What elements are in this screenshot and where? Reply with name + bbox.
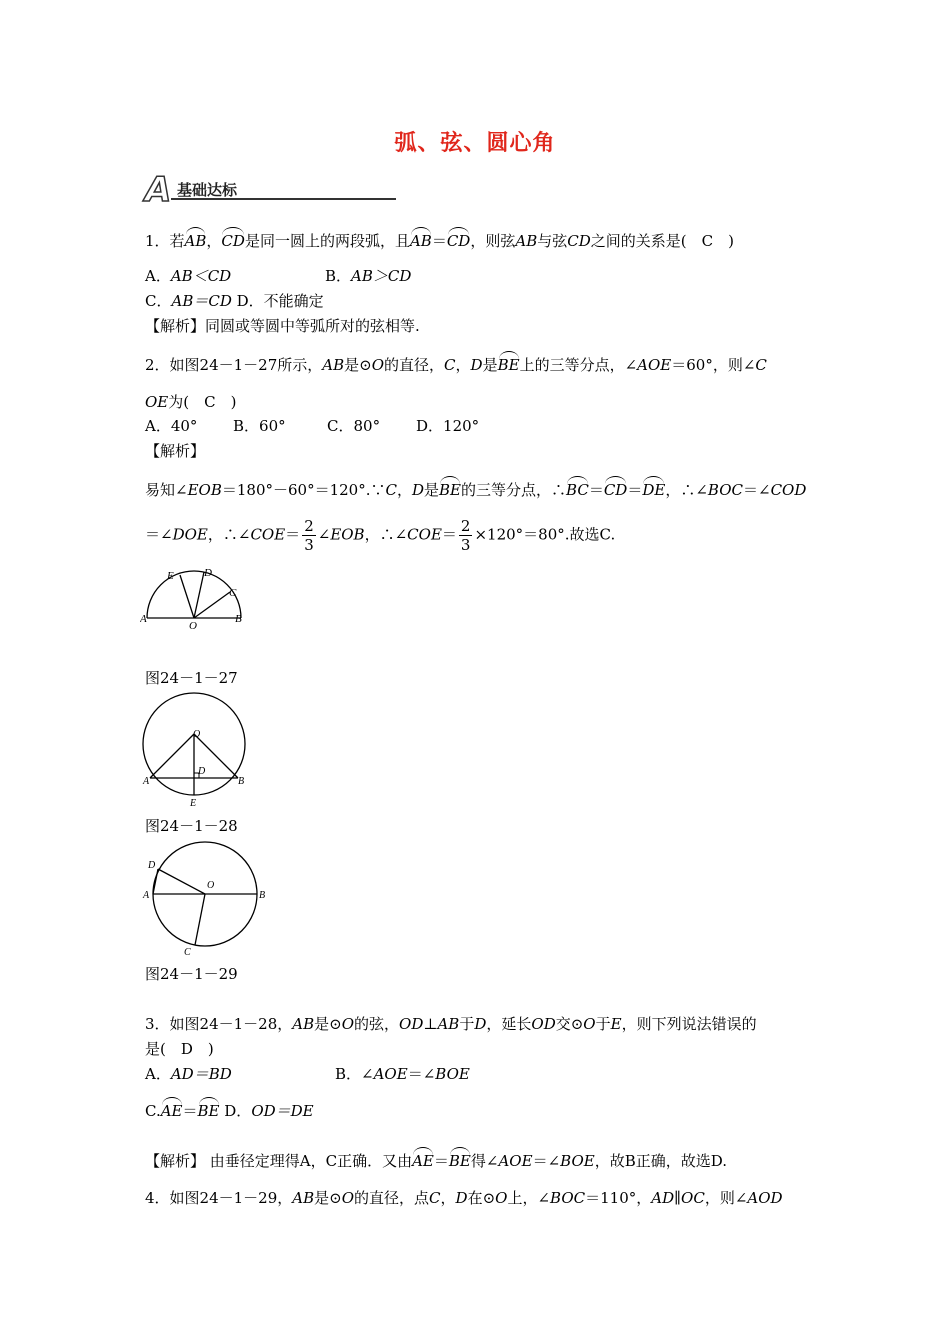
- caption-fig-27: 图24－1－27: [145, 669, 238, 687]
- q1-option-a: A．AB＜CD: [145, 267, 232, 285]
- q2-option-c: C．80°: [327, 417, 381, 435]
- label-d: D: [148, 860, 156, 871]
- figure-24-1-28: [140, 690, 250, 812]
- figure-24-1-29: [140, 838, 270, 960]
- q3-options-row1: [145, 1064, 470, 1084]
- q2-analysis-head: 【解析】: [145, 442, 206, 460]
- q1-option-c: C．AB＝CD: [145, 292, 232, 310]
- chord-ad: [153, 869, 158, 894]
- section-badge-label: 基础达标: [177, 181, 238, 199]
- figure-24-1-27: [140, 562, 250, 634]
- q2-options: [145, 416, 479, 436]
- q3-option-a: A．AD＝BD: [145, 1065, 232, 1083]
- label-o: O: [189, 620, 197, 632]
- q1-option-b: B．AB＞CD: [325, 267, 412, 285]
- q1-option-d: D．不能确定: [231, 292, 324, 310]
- fraction-two-thirds: $\frac{2}{3}$: [304, 517, 314, 554]
- q3-stem: 3．如图24－1－28，AB是⊙O的弦，OD⊥AB于D，延长OD交⊙O于E，则下列说法错误的: [145, 1015, 757, 1033]
- label-e: E: [190, 798, 197, 809]
- q2-option-b: B．60°: [233, 417, 286, 435]
- q3-analysis: 【解析】 由垂径定理得A，C正确．又由AE＝BE得∠AOE＝∠BOE，故B正确，故选D.: [145, 1152, 727, 1170]
- q3-stem-line2: 是( D ): [145, 1040, 214, 1058]
- section-badge-underline: [171, 198, 396, 200]
- radius-oc: [195, 894, 205, 945]
- label-a: A: [143, 890, 150, 901]
- label-o: O: [207, 880, 215, 891]
- caption-fig-29: 图24－1－29: [145, 965, 238, 983]
- q1-options-row2: [145, 291, 324, 311]
- label-b: B: [238, 776, 245, 787]
- label-e: E: [167, 570, 174, 582]
- q4-stem: 4．如图24－1－29，AB是⊙O的直径，点C，D在⊙O上，∠BOC＝110°，AD∥OC，则∠AOD: [145, 1189, 783, 1207]
- section-badge-letter: A: [145, 170, 172, 210]
- label-c: C: [229, 587, 237, 599]
- q3-option-d: D．OD＝DE: [219, 1102, 314, 1120]
- label-d: D: [204, 567, 212, 579]
- radius-od: [158, 869, 205, 894]
- label-b: B: [259, 890, 266, 901]
- label-c: C: [184, 947, 191, 958]
- q2-stem-line2: OE为( C ): [145, 393, 237, 411]
- label-d: D: [198, 766, 206, 777]
- radius-oe: [180, 575, 194, 618]
- q1-options-row1: [145, 266, 411, 286]
- fraction-two-thirds-2: $\frac{2}{3}$: [460, 517, 471, 554]
- radius-oa: [150, 734, 194, 778]
- q1-analysis: 【解析】同圆或等圆中等弧所对的弦相等.: [145, 317, 420, 335]
- q2-analysis-line1: 易知∠EOB＝180°－60°＝120°.∵C，D是BE的三等分点，∴BC＝CD＝DE，∴∠BOC＝∠COD: [145, 481, 807, 499]
- label-b: B: [235, 613, 242, 625]
- page-title: 弧、弦、圆心角: [394, 131, 556, 156]
- q2-stem: 2．如图24－1－27所示，AB是⊙O的直径，C，D是BE上的三等分点，∠AOE＝60°，则∠C: [145, 356, 767, 374]
- q3-option-b: B．∠AOE＝∠BOE: [335, 1065, 470, 1083]
- caption-fig-28: 图24－1－28: [145, 817, 238, 835]
- q2-option-a: A．40°: [145, 417, 198, 435]
- q1-stem: 1．若AB，CD是同一圆上的两段弧，且AB＝CD，则弦AB与弦CD之间的关系是( C ): [145, 232, 734, 250]
- q3-options-row2: [145, 1101, 314, 1121]
- q3-option-c: C.AE＝BE: [145, 1102, 220, 1120]
- q2-analysis-line2: ＝∠DOE，∴∠COE＝ $\frac{2}{3}$ ∠EOB，∴∠COE＝ $\frac{2}{3}$ ×120°＝80°.故选C.: [145, 517, 616, 554]
- label-a: A: [143, 776, 150, 787]
- label-a: A: [140, 613, 147, 625]
- label-o: O: [193, 729, 201, 740]
- q2-option-d: D．120°: [416, 417, 480, 435]
